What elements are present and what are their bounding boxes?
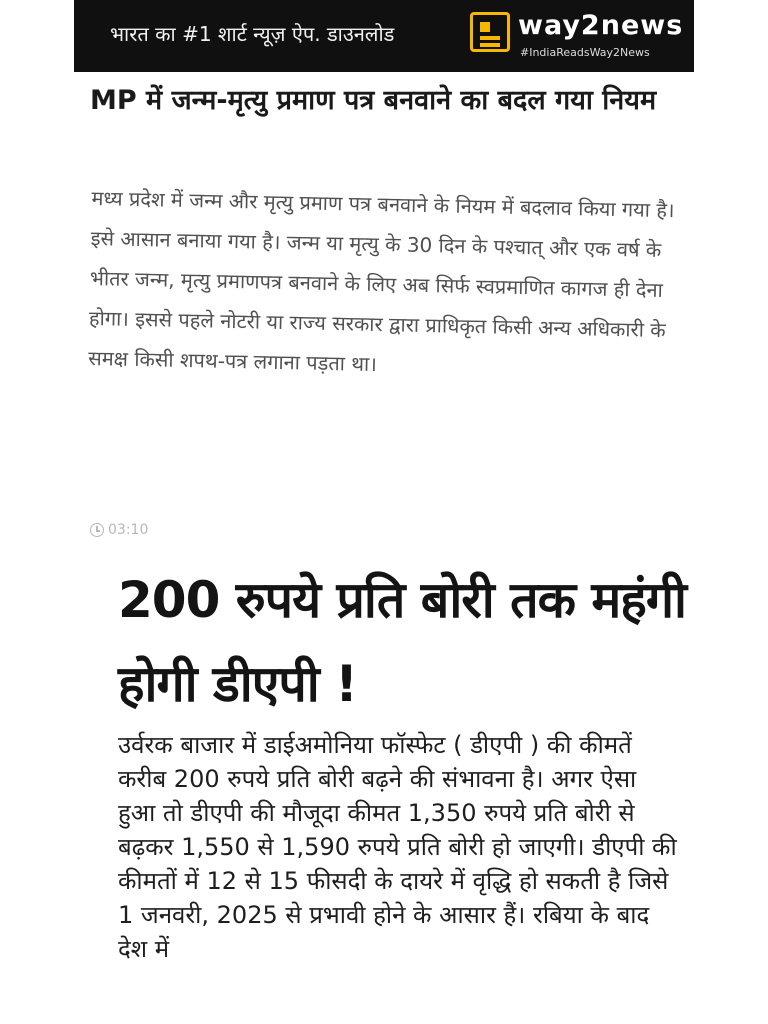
newspaper-icon	[470, 12, 510, 52]
clock-icon	[90, 523, 104, 537]
article-summary-block	[88, 178, 682, 390]
app-promo-banner[interactable]	[74, 0, 694, 72]
news-card	[74, 0, 694, 548]
timestamp-text: 03:10	[108, 522, 149, 538]
promo-text: भारत का #1 शार्ट न्यूज़ ऐप. डाउनलोड	[110, 22, 395, 46]
article-timestamp	[90, 522, 148, 538]
article-headline: MP में जन्म-मृत्यु प्रमाण पत्र बनवाने का बदल गया नियम	[90, 85, 657, 116]
brand-name: way2news	[518, 10, 684, 41]
clipping-headline: 200 रुपये प्रति बोरी तक महंगी होगी डीएपी !	[118, 571, 686, 713]
brand-tagline: #IndiaReadsWay2News	[520, 46, 650, 59]
article-summary: मध्य प्रदेश में जन्म और मृत्यु प्रमाण पत्र बनवाने के नियम में बदलाव किया गया है। इसे आसान बनाया गया है। जन्म या मृत्यु के 30 दिन के पश्चात् और एक वर्ष के भीतर जन्म, मृत्यु प्रमाणपत्र बनवाने के लिए अब सिर्फ स्वप्रमाणित कागज ही देना होगा। इससे पहले नोटरी या राज्य सरकार द्वारा प्राधिकृत किसी अन्य अधिकारी के समक्ष किसी शपथ-पत्र लगाना पड़ता था।	[87, 185, 675, 377]
brand-logo-block	[470, 8, 686, 64]
clipping-body: उर्वरक बाजार में डाईअमोनिया फॉस्फेट ( डीएपी ) की कीमतें करीब 200 रुपये प्रति बोरी बढ़ने की संभावना है। अगर ऐसा हुआ तो डीएपी की मौजूदा कीमत 1,350 रुपये प्रति बोरी से बढ़कर 1,550 से 1,590 रुपये प्रति बोरी हो जाएगी। डीएपी की कीमतों में 12 से 15 फीसदी के दायरे में वृद्धि हो सकती है जिसे 1 जनवरी, 2025 से प्रभावी होने के आसार हैं। रबिया के बाद देश में	[118, 731, 677, 963]
newspaper-clipping	[0, 550, 768, 1024]
